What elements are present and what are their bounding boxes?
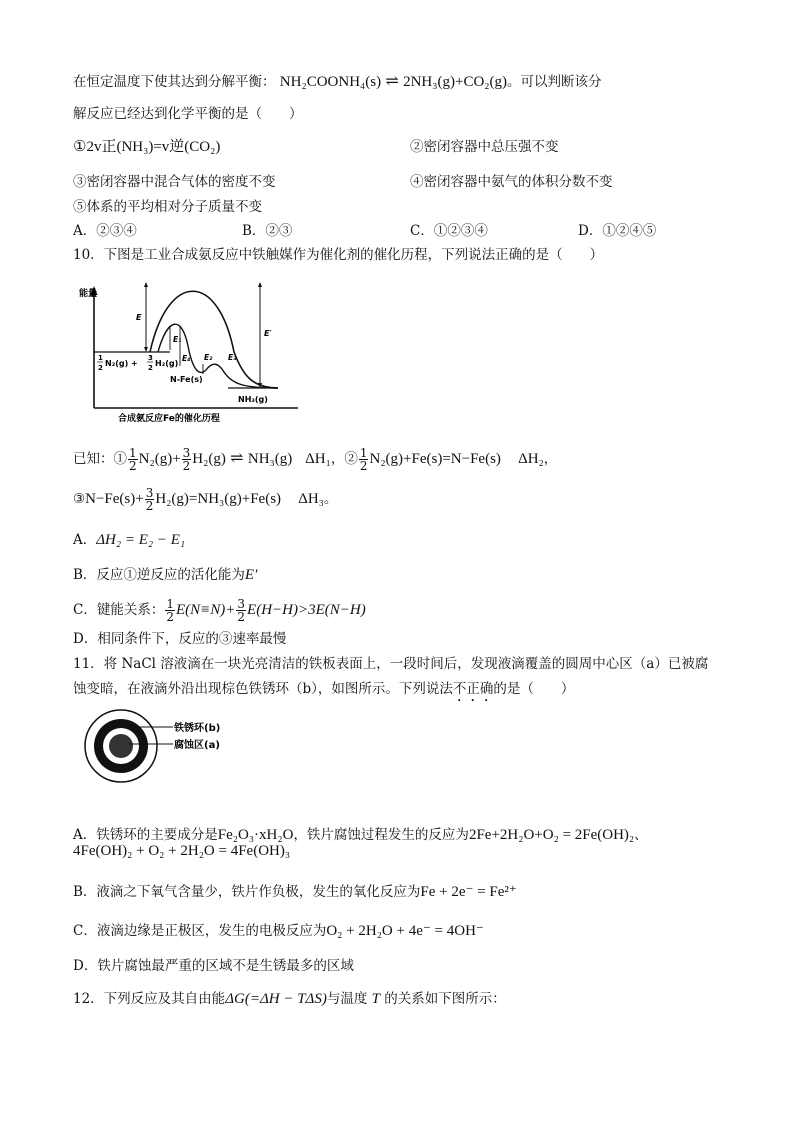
q10-option-b-text: B．反应①逆反应的活化能为: [73, 567, 245, 583]
eq1-dh: ΔH₁: [305, 451, 331, 467]
q10-option-a-label: A．: [73, 532, 97, 548]
equilibrium-arrow-icon: ⇌: [385, 71, 399, 90]
q11-option-a-eq2: 4Fe(OH)₂ + O₂ + 2H₂O = 4Fe(OH)₃: [73, 843, 291, 859]
q11-option-c-text: C．液滴边缘是正极区，发生的电极反应为: [73, 923, 327, 939]
q9-choice-d: D．①②④⑤: [578, 223, 657, 239]
eq3-text: N−Fe(s)+: [85, 491, 144, 507]
q11-option-a-line-2: [73, 842, 290, 860]
q10-option-c: [73, 598, 366, 623]
frac-1-2: $\frac{1}{2}$: [129, 446, 137, 473]
label-E1: E₁: [173, 335, 182, 344]
q12-stem-post: 与温度: [326, 991, 368, 1007]
q11-stem-pre: 蚀变暗，在液滴外沿出现棕色铁锈环（b），如图所示。下列说法: [73, 681, 453, 697]
eq1-reactant-h2: H₂(g): [192, 451, 226, 467]
q11-stem-line-2: [73, 680, 574, 705]
q9-intro-text: 在恒定温度下使其达到分解平衡：: [73, 74, 276, 90]
frac-3-2: $\frac{3}{2}$: [145, 486, 154, 513]
arrow-head-icon: [144, 282, 148, 287]
q9-intro-line: [73, 72, 602, 91]
known-prefix: 已知：: [73, 451, 114, 467]
equilibrium-arrow-icon: ⇌: [230, 448, 244, 467]
fig-frac-den: 2: [98, 364, 103, 372]
y-axis-label: 能量: [79, 289, 98, 299]
q9-option-4: ④密闭容器中氨气的体积分数不变: [410, 174, 613, 190]
eq2-label: ，②: [330, 451, 358, 467]
eq2-end: ，: [543, 451, 558, 467]
q9-intro-tail: 。可以判断该分: [507, 74, 602, 90]
eq2-text: N₂(g)+Fe(s)=N−Fe(s): [369, 451, 501, 467]
q9-option-2: ②密闭容器中总压强不变: [410, 139, 559, 155]
eq2-dh: ΔH₂: [518, 451, 544, 467]
q9-choice-a: A．②③④: [73, 223, 137, 239]
label-rust-ring: 铁锈环(b): [174, 723, 221, 734]
q12-stem-t: T: [371, 991, 380, 1007]
fig-frac-num: 1: [98, 354, 103, 362]
arrow-head-icon: [258, 282, 262, 287]
q11-option-b: [73, 883, 517, 901]
q11-option-c-eq: O₂ + 2H₂O + 4e⁻ = 4OH⁻: [326, 923, 484, 939]
fig-reactant-h2: H₂(g): [155, 359, 179, 368]
corrosion-zone: [109, 734, 133, 758]
q12-stem-end: 的关系如下图所示：: [384, 991, 506, 1007]
arrow-head-icon: [144, 347, 148, 352]
fig-reactant-n2: N₂(g) +: [105, 359, 138, 368]
q10-option-c-math-a: E(N≡N)+: [175, 602, 236, 618]
q10-option-d: D．相同条件下，反应的③速率最慢: [73, 631, 287, 647]
q12-stem-pre: 12．下列反应及其自由能: [73, 991, 226, 1007]
eq1-label: ①: [113, 451, 127, 467]
q11-option-b-text: B．液滴之下氧气含量少，铁片作负极，发生的氧化反应为: [73, 884, 421, 900]
q11-option-b-eq: Fe + 2e⁻ = Fe²⁺: [420, 884, 517, 900]
q9-products: 2NH₃(g)+CO₂(g): [403, 74, 507, 90]
q9-choice-c: C．①②③④: [410, 223, 488, 239]
eq3-end: 。: [323, 491, 338, 507]
q10-energy-diagram: [78, 276, 308, 426]
frac-3-2: $\frac{3}{2}$: [237, 597, 246, 624]
q9-option-5: ⑤体系的平均相对分子质量不变: [73, 199, 262, 215]
fig-frac-num: 3: [148, 354, 153, 362]
q9-option-1: [73, 138, 220, 156]
q10-option-b: [73, 566, 257, 584]
eq3-label: ③: [73, 491, 86, 507]
q10-option-c-text: C．键能关系：: [73, 602, 165, 618]
eq3-text2: H₂(g)=NH₃(g)+Fe(s): [155, 491, 282, 507]
frac-3-2: $\frac{3}{2}$: [182, 446, 191, 473]
q11-stem-line-1: 11．将 NaCl 溶液滴在一块光亮清洁的铁板表面上，一段时间后，发现液滴覆盖的圆周中心区（a）已被腐: [73, 656, 709, 672]
fig-frac-den: 2: [148, 364, 153, 372]
q11-option-c: [73, 922, 484, 940]
q12-stem-math: ΔG(=ΔH − TΔS): [225, 991, 327, 1007]
q10-option-a-math: ΔH₂ = E₂ − E₁: [96, 532, 186, 548]
q10-option-a: [73, 531, 185, 549]
q9-option-1-text: ①2v正(NH₃)=v逆(CO₂): [73, 139, 221, 155]
label-E2: E₂: [204, 353, 213, 362]
frac-1-2: $\frac{1}{2}$: [359, 446, 368, 473]
q11-rust-ring-figure: [73, 708, 233, 784]
eq1-product: NH₃(g): [247, 451, 293, 467]
q10-option-c-math-b: E(H−H)>3E(N−H): [247, 602, 366, 618]
q11-option-d: D．铁片腐蚀最严重的区域不是生锈最多的区域: [73, 958, 354, 974]
eq3-dh: ΔH₃: [298, 491, 324, 507]
q11-stem-emphasis: 不正确: [452, 681, 494, 697]
q10-option-b-math: E′: [244, 567, 258, 583]
q10-known-line-2: [73, 487, 337, 512]
label-E: E: [136, 313, 142, 322]
q10-known-line-1: [73, 447, 557, 472]
q9-choice-b: B．②③: [242, 223, 293, 239]
fig-caption: 合成氨反应Fe的催化历程: [118, 414, 220, 424]
eq1-reactant: N₂(g)+: [138, 451, 181, 467]
frac-1-2: $\frac{1}{2}$: [166, 597, 174, 624]
q11-option-a-pre: A．铁锈环的主要成分是: [73, 827, 218, 843]
label-E-prime: E′: [264, 329, 272, 338]
uncatalyzed-path: [150, 291, 278, 388]
label-corrosion-zone: 腐蚀区(a): [174, 740, 220, 751]
q11-option-a-sep: 、: [634, 827, 648, 843]
label-E4: E₄: [182, 354, 191, 363]
fig-product: NH₃(g): [238, 395, 268, 404]
q9-question-line: 解反应已经达到化学平衡的是（ ）: [73, 106, 303, 122]
label-E3: E₃: [228, 353, 237, 362]
fig-intermediate: N-Fe(s): [170, 375, 203, 384]
q9-reactant: NH₂COONH₄(s): [279, 74, 382, 90]
q11-stem-post: 的是（ ）: [493, 681, 575, 697]
q11-option-a-mid: ，铁片腐蚀过程发生的反应为: [293, 827, 469, 843]
q11-option-a-rust: Fe₂O₃·xH₂O: [217, 827, 294, 843]
q9-option-3: ③密闭容器中混合气体的密度不变: [73, 174, 276, 190]
q11-option-a-eq1: 2Fe+2H₂O+O₂ = 2Fe(OH)₂: [468, 827, 635, 843]
q10-stem: 10．下图是工业合成氨反应中铁触媒作为催化剂的催化历程，下列说法正确的是（ ）: [73, 247, 604, 263]
q12-stem: [73, 990, 506, 1008]
